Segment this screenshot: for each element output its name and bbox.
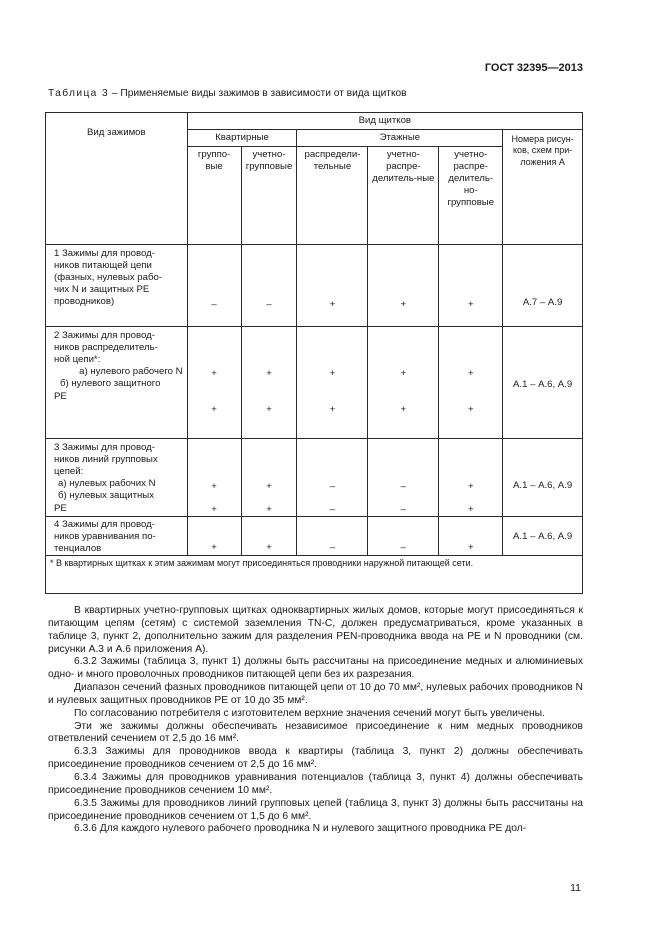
header-apartment: Квартирные [187, 130, 297, 147]
mark-cell: + [297, 245, 368, 327]
ref-cell: А.1 – А.6, А.9 [503, 517, 583, 556]
header-meter-distribution: учетно-распре-делитель-ные [368, 147, 439, 245]
mark-cell: + + [187, 439, 241, 517]
table-caption-label: Таблица 3 [48, 88, 110, 99]
header-group: группо-вые [187, 147, 241, 245]
header-meter-distribution-group: учетно-распре-делитель-но-групповые [439, 147, 503, 245]
paragraph: 6.3.2 Зажимы (таблица 3, пункт 1) должны быть рассчитаны на присоединение медных и алюминиевых одно- и много проволочных проводников питающей цепи без их разрезания. [48, 656, 583, 681]
header-refs: Номера рисун-ков, схем при-ложения А [503, 130, 583, 245]
table-row [46, 439, 583, 517]
paragraph: Диапазон сечений фазных проводников питающей цепи от 10 до 70 мм², нулевых рабочих проводников N и нулевых защитных проводников PE от 10 до 35 мм². [48, 682, 583, 706]
header-panel-type: Вид щитков [187, 113, 582, 130]
mark-cell: + [368, 245, 439, 327]
table-row [46, 517, 583, 556]
table-caption [48, 88, 407, 99]
mark-cell: + + [241, 327, 297, 439]
mark-cell: – [297, 517, 368, 556]
mark-cell: + [241, 517, 297, 556]
mark-cell: – [187, 245, 241, 327]
mark-cell: – [241, 245, 297, 327]
row-label: 2 Зажимы для провод- ников распределитель- ной цепи*: а) нулевого рабочего N б) нулевого защитного PE [46, 327, 188, 439]
ref-cell: А.1 – А.6, А.9 [503, 439, 583, 517]
ref-cell: А.7 – А.9 [503, 245, 583, 327]
paragraph: 6.3.5 Зажимы для проводников линий групповых цепей (таблица 3, пункт 3) должны быть рассчитаны на присоединение проводников сечением от 1,5 до 6 мм². [48, 797, 583, 822]
page-number: 11 [570, 882, 581, 894]
mark-cell: + + [187, 327, 241, 439]
mark-cell: + [187, 517, 241, 556]
mark-cell: + [439, 245, 503, 327]
ref-cell: А.1 – А.6, А.9 [503, 327, 583, 439]
mark-cell: + + [439, 439, 503, 517]
row-label: 3 Зажимы для провод- ников линий групповых цепей: а) нулевых рабочих N б) нулевых защитных PE [46, 439, 188, 517]
mark-cell: + [439, 517, 503, 556]
table-footnote: * В квартирных щитках к этим зажимам могут присоединяться проводники наружной питающей сети. [46, 556, 583, 594]
paragraph: Эти же зажимы должны обеспечивать независимое присоединение к ним медных проводников ответвлений сечением от 2,5 до 16 мм². [48, 720, 583, 745]
paragraph: 6.3.3 Зажимы для проводников ввода к квартиры (таблица 3, пункт 2) должны обеспечивать присоединение проводников сечением от 2,5 до 16 мм². [48, 746, 583, 771]
body-text [48, 605, 583, 836]
mark-cell: + + [368, 327, 439, 439]
mark-cell: – – [297, 439, 368, 517]
mark-cell: + + [297, 327, 368, 439]
mark-cell: + + [241, 439, 297, 517]
header-clamp-type: Вид зажимов [46, 113, 188, 245]
row-label: 4 Зажимы для провод- ников уравнивания по- тенциалов [46, 517, 188, 556]
paragraph: По согласованию потребителя с изготовителем верхние значения сечений могут быть увеличены. [74, 707, 545, 719]
paragraph: В квартирных учетно-групповых щитках одноквартирных жилых домов, которые могут присоединяться к питающим цепям (сетям) с системой заземления TN-C, должен предусматриваться, кроме указанных в таблице 3, пункт 2, дополнительно зажим для разделения PEN-проводника ввода на PE и N проводники (см. рисунки А.3 и А.6 приложения А). [48, 605, 583, 655]
table-row [46, 327, 583, 439]
mark-cell: – [368, 517, 439, 556]
header-distribution: распредели-тельные [297, 147, 368, 245]
clamps-table [45, 112, 583, 594]
header-meter-group: учетно-групповые [241, 147, 297, 245]
table-caption-text: – Применяемые виды зажимов в зависимости от вида щитков [109, 88, 407, 99]
standard-designation: ГОСТ 32395—2013 [484, 62, 583, 74]
row-label: 1 Зажимы для провод- ников питающей цепи (фазных, нулевых рабо- чих N и защитных PE проводников) [46, 245, 188, 327]
mark-cell: + + [439, 327, 503, 439]
header-floor: Этажные [297, 130, 503, 147]
paragraph: 6.3.4 Зажимы для проводников уравнивания потенциалов (таблица 3, пункт 4) должны обеспечивать присоединение проводников сечением 10 мм². [48, 771, 583, 796]
mark-cell: – – [368, 439, 439, 517]
paragraph: 6.3.6 Для каждого нулевого рабочего проводника N и нулевого защитного проводника PE дол- [74, 823, 527, 835]
table-row [46, 245, 583, 327]
